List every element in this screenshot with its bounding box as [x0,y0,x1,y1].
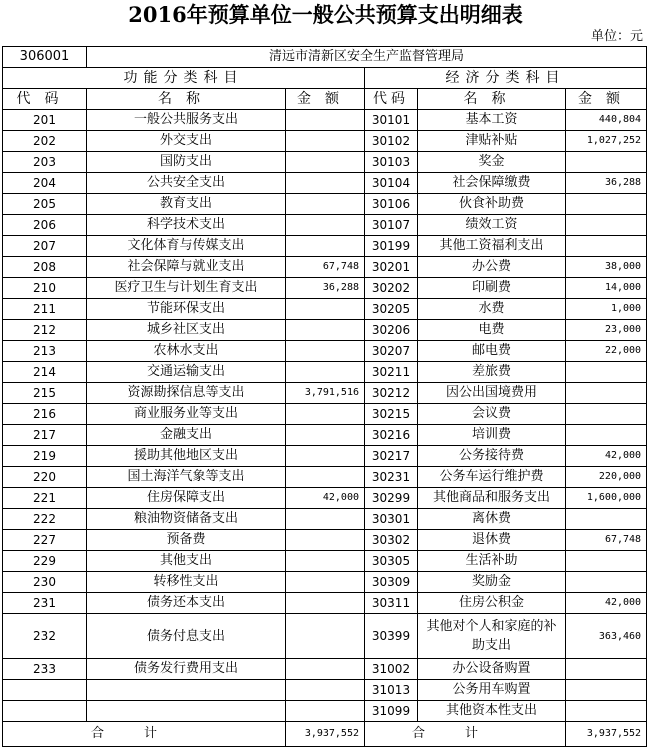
table-row [3,173,647,194]
econ-amount [566,362,647,383]
econ-code: 30206 [365,320,418,341]
func-code: 229 [3,551,87,572]
budget-table [2,46,647,747]
econ-code: 30311 [365,593,418,614]
func-amount [286,446,365,467]
table-row [3,551,647,572]
func-code: 211 [3,299,87,320]
func-name: 债务还本支出 [87,593,286,614]
table-row [3,194,647,215]
econ-name: 生活补助 [418,551,566,572]
func-section-header: 功能分类科目 [3,68,365,89]
econ-code-header: 代码 [365,89,418,110]
econ-name: 住房公积金 [418,593,566,614]
econ-code: 30103 [365,152,418,173]
econ-name: 培训费 [418,425,566,446]
func-amount [286,425,365,446]
org-row [3,47,647,68]
econ-amount: 1,600,000 [566,488,647,509]
econ-total-label: 合计 [365,722,566,747]
table-row [3,278,647,299]
econ-name: 公务接待费 [418,446,566,467]
func-total-amount: 3,937,552 [286,722,365,747]
table-row [3,383,647,404]
func-name: 城乡社区支出 [87,320,286,341]
func-amount [286,152,365,173]
func-amount [286,572,365,593]
func-total-label: 合计 [3,722,286,747]
func-amount: 42,000 [286,488,365,509]
econ-code: 30309 [365,572,418,593]
table-row [3,257,647,278]
table-row [3,593,647,614]
org-code: 306001 [3,47,87,68]
func-amount [286,110,365,131]
econ-name: 基本工资 [418,110,566,131]
func-amount: 67,748 [286,257,365,278]
econ-name: 会议费 [418,404,566,425]
econ-code: 30211 [365,362,418,383]
func-name [87,680,286,701]
func-name: 社会保障与就业支出 [87,257,286,278]
econ-name: 绩效工资 [418,215,566,236]
func-amount [286,680,365,701]
econ-code: 31099 [365,701,418,722]
func-code: 212 [3,320,87,341]
func-amount [286,659,365,680]
econ-section-header: 经济分类科目 [365,68,647,89]
func-name: 教育支出 [87,194,286,215]
func-code: 213 [3,341,87,362]
func-amount [286,215,365,236]
table-row [3,467,647,488]
table-row [3,236,647,257]
econ-amount [566,194,647,215]
func-amount [286,341,365,362]
econ-amount: 23,000 [566,320,647,341]
table-row [3,362,647,383]
table-row [3,488,647,509]
econ-code: 30299 [365,488,418,509]
func-amount [286,701,365,722]
econ-name: 其他商品和服务支出 [418,488,566,509]
column-header-row [3,89,647,110]
econ-name: 因公出国境费用 [418,383,566,404]
func-name: 公共安全支出 [87,173,286,194]
econ-code: 30231 [365,467,418,488]
econ-amount [566,572,647,593]
econ-name: 公务车运行维护费 [418,467,566,488]
econ-code: 30399 [365,614,418,659]
func-amount [286,509,365,530]
econ-amount [566,509,647,530]
func-code: 232 [3,614,87,659]
econ-name: 办公费 [418,257,566,278]
func-name: 金融支出 [87,425,286,446]
econ-code: 30302 [365,530,418,551]
table-row [3,659,647,680]
func-amount [286,593,365,614]
econ-name: 津贴补贴 [418,131,566,152]
econ-amount: 38,000 [566,257,647,278]
econ-amount: 440,804 [566,110,647,131]
total-row [3,722,647,747]
func-code: 202 [3,131,87,152]
econ-amount: 42,000 [566,446,647,467]
econ-amount: 1,000 [566,299,647,320]
table-row [3,509,647,530]
econ-amount: 1,027,252 [566,131,647,152]
func-amount [286,131,365,152]
econ-name: 电费 [418,320,566,341]
func-code: 230 [3,572,87,593]
func-code: 233 [3,659,87,680]
econ-code: 30215 [365,404,418,425]
table-row [3,446,647,467]
func-code: 231 [3,593,87,614]
table-row [3,299,647,320]
func-name: 文化体育与传媒支出 [87,236,286,257]
econ-amount: 67,748 [566,530,647,551]
func-name: 交通运输支出 [87,362,286,383]
func-code: 210 [3,278,87,299]
table-row [3,152,647,173]
econ-amount: 14,000 [566,278,647,299]
func-amount [286,236,365,257]
func-amount [286,467,365,488]
func-amount [286,299,365,320]
func-name: 外交支出 [87,131,286,152]
func-amount [286,173,365,194]
func-name: 科学技术支出 [87,215,286,236]
table-row [3,320,647,341]
func-name: 商业服务业等支出 [87,404,286,425]
econ-code: 30212 [365,383,418,404]
econ-amount: 363,460 [566,614,647,659]
econ-amount [566,551,647,572]
econ-amount [566,701,647,722]
econ-code: 30104 [365,173,418,194]
func-name: 其他支出 [87,551,286,572]
econ-code: 30101 [365,110,418,131]
func-code: 217 [3,425,87,446]
table-row [3,680,647,701]
func-code [3,701,87,722]
econ-amount [566,404,647,425]
func-code: 203 [3,152,87,173]
func-amount [286,362,365,383]
table-row [3,701,647,722]
func-name-header: 名称 [87,89,286,110]
func-amount [286,320,365,341]
econ-code: 30102 [365,131,418,152]
econ-amount [566,236,647,257]
func-name [87,701,286,722]
func-code: 227 [3,530,87,551]
func-code: 219 [3,446,87,467]
func-code: 205 [3,194,87,215]
econ-name: 其他工资福利支出 [418,236,566,257]
econ-amount [566,152,647,173]
func-code-header: 代码 [3,89,87,110]
econ-amount [566,383,647,404]
table-row [3,404,647,425]
func-name: 节能环保支出 [87,299,286,320]
func-code [3,680,87,701]
econ-amount: 42,000 [566,593,647,614]
econ-code: 30207 [365,341,418,362]
econ-code: 30202 [365,278,418,299]
func-name: 国土海洋气象等支出 [87,467,286,488]
econ-name: 社会保障缴费 [418,173,566,194]
func-name: 预备费 [87,530,286,551]
func-name: 援助其他地区支出 [87,446,286,467]
econ-name: 办公设备购置 [418,659,566,680]
table-row [3,614,647,659]
econ-code: 30201 [365,257,418,278]
econ-name: 退休费 [418,530,566,551]
econ-name: 公务用车购置 [418,680,566,701]
econ-total-amount: 3,937,552 [566,722,647,747]
page-title: 2016年预算单位一般公共预算支出明细表 [128,2,523,27]
func-amount-header: 金额 [286,89,365,110]
func-amount [286,404,365,425]
econ-name: 差旅费 [418,362,566,383]
func-code: 206 [3,215,87,236]
func-amount [286,194,365,215]
func-amount [286,551,365,572]
econ-name: 其他对个人和家庭的补助支出 [418,614,566,659]
econ-name: 其他资本性支出 [418,701,566,722]
func-name: 粮油物资储备支出 [87,509,286,530]
econ-name: 印刷费 [418,278,566,299]
econ-name: 水费 [418,299,566,320]
econ-amount [566,680,647,701]
econ-name: 邮电费 [418,341,566,362]
func-name: 住房保障支出 [87,488,286,509]
econ-amount: 220,000 [566,467,647,488]
func-code: 222 [3,509,87,530]
func-code: 204 [3,173,87,194]
org-name: 清远市清新区安全生产监督管理局 [87,47,647,68]
func-code: 215 [3,383,87,404]
func-code: 201 [3,110,87,131]
table-row [3,131,647,152]
table-row [3,572,647,593]
econ-code: 30216 [365,425,418,446]
econ-amount [566,659,647,680]
func-code: 221 [3,488,87,509]
table-row [3,215,647,236]
econ-code: 30205 [365,299,418,320]
econ-code: 30217 [365,446,418,467]
econ-amount: 36,288 [566,173,647,194]
econ-name: 奖金 [418,152,566,173]
econ-name-header: 名称 [418,89,566,110]
func-code: 208 [3,257,87,278]
func-amount [286,614,365,659]
func-code: 214 [3,362,87,383]
func-amount: 3,791,516 [286,383,365,404]
func-name: 医疗卫生与计划生育支出 [87,278,286,299]
func-name: 债务付息支出 [87,614,286,659]
func-name: 农林水支出 [87,341,286,362]
func-code: 216 [3,404,87,425]
econ-code: 30106 [365,194,418,215]
econ-amount [566,215,647,236]
econ-code: 31013 [365,680,418,701]
func-code: 207 [3,236,87,257]
section-header-row [3,68,647,89]
unit-label: 单位：元 [590,29,643,44]
table-row [3,530,647,551]
func-name: 资源勘探信息等支出 [87,383,286,404]
func-name: 债务发行费用支出 [87,659,286,680]
func-name: 转移性支出 [87,572,286,593]
econ-name: 奖励金 [418,572,566,593]
func-name: 一般公共服务支出 [87,110,286,131]
econ-amount-header: 金额 [566,89,647,110]
table-row [3,341,647,362]
func-code: 220 [3,467,87,488]
econ-code: 30301 [365,509,418,530]
econ-code: 31002 [365,659,418,680]
econ-code: 30305 [365,551,418,572]
func-amount [286,530,365,551]
func-name: 国防支出 [87,152,286,173]
econ-code: 30107 [365,215,418,236]
econ-name: 伙食补助费 [418,194,566,215]
table-row [3,110,647,131]
econ-code: 30199 [365,236,418,257]
econ-amount [566,425,647,446]
econ-amount: 22,000 [566,341,647,362]
table-row [3,425,647,446]
econ-name: 离休费 [418,509,566,530]
func-amount: 36,288 [286,278,365,299]
